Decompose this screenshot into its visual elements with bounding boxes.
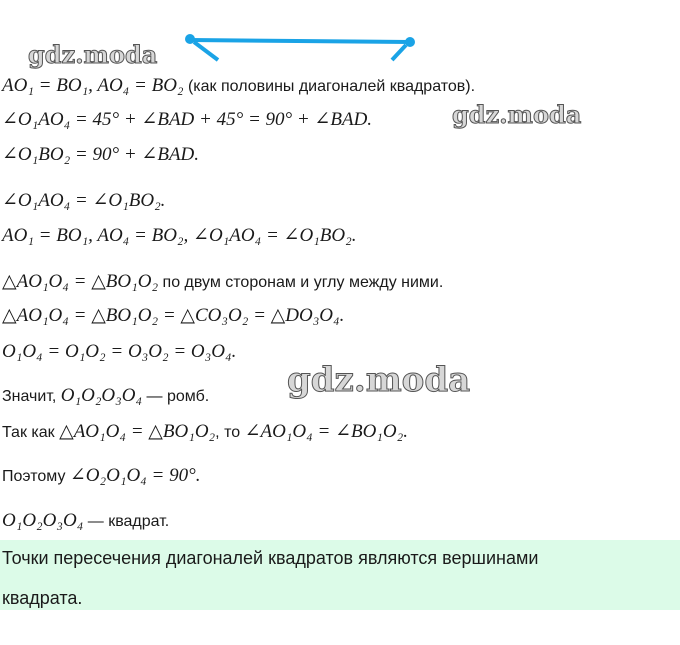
line-text: по двум сторонам и углу между ними. (158, 274, 444, 291)
line-text: — ромб. (142, 388, 210, 405)
formula: ∠O₂O₁O₄ = 90°. (69, 465, 201, 486)
solution-line-7 (2, 306, 344, 327)
line-text: — квадрат. (83, 513, 170, 530)
line-text: , то (215, 424, 245, 441)
formula: ∠AO₁O₄ = ∠BO₁O₂. (244, 421, 408, 442)
watermark: gdz.moda (287, 360, 471, 400)
formula: △AO₁O₄ = △BO₁O₂ = △CO₃O₂ = △DO₃O₄. (2, 305, 345, 326)
line-text: (как половины диагоналей квадратов). (183, 78, 476, 95)
solution-line-2 (2, 110, 372, 131)
line-text: Так как (2, 424, 60, 441)
watermark: gdz.moda (28, 40, 158, 69)
formula: ∠O₁AO₄ = ∠O₁BO₂. (2, 190, 166, 211)
solution-line-5 (2, 226, 356, 247)
formula: ∠O₁AO₄ = 45° + ∠BAD + 45° = 90° + ∠BAD. (2, 109, 373, 130)
ruler-decoration (180, 30, 420, 70)
solution-line-9 (2, 386, 209, 407)
conclusion-box (0, 540, 680, 610)
conclusion-line-1: Точки пересечения диагоналей квадратов являются вершинами (2, 548, 539, 568)
formula: △AO₁O₄ = △BO₁O₂ (2, 271, 159, 292)
conclusion-line-2: квадрата. (2, 588, 83, 608)
solution-line-3 (2, 145, 199, 166)
watermark: gdz.moda (452, 100, 582, 129)
solution-line-11 (2, 466, 200, 487)
formula: AO₁ = BO₁, AO₄ = BO₂, ∠O₁AO₄ = ∠O₁BO₂. (2, 225, 357, 246)
formula: ∠O₁BO₂ = 90° + ∠BAD. (2, 144, 200, 165)
line-text: Значит, (2, 388, 61, 405)
solution-line-8 (2, 342, 236, 363)
formula: △AO₁O₄ = △BO₁O₂ (59, 421, 216, 442)
solution-line-1 (2, 76, 475, 97)
formula: O₁O₄ = O₁O₂ = O₃O₂ = O₃O₄. (2, 341, 237, 362)
solution-line-10 (2, 422, 408, 443)
solution-line-4 (2, 191, 165, 212)
formula: O₁O₂O₃O₄ (60, 385, 143, 406)
formula: AO₁ = BO₁, AO₄ = BO₂ (2, 75, 184, 96)
line-text: Поэтому (2, 468, 70, 485)
formula: O₁O₂O₃O₄ (2, 510, 84, 531)
solution-line-12 (2, 511, 169, 532)
solution-line-6 (2, 272, 443, 293)
